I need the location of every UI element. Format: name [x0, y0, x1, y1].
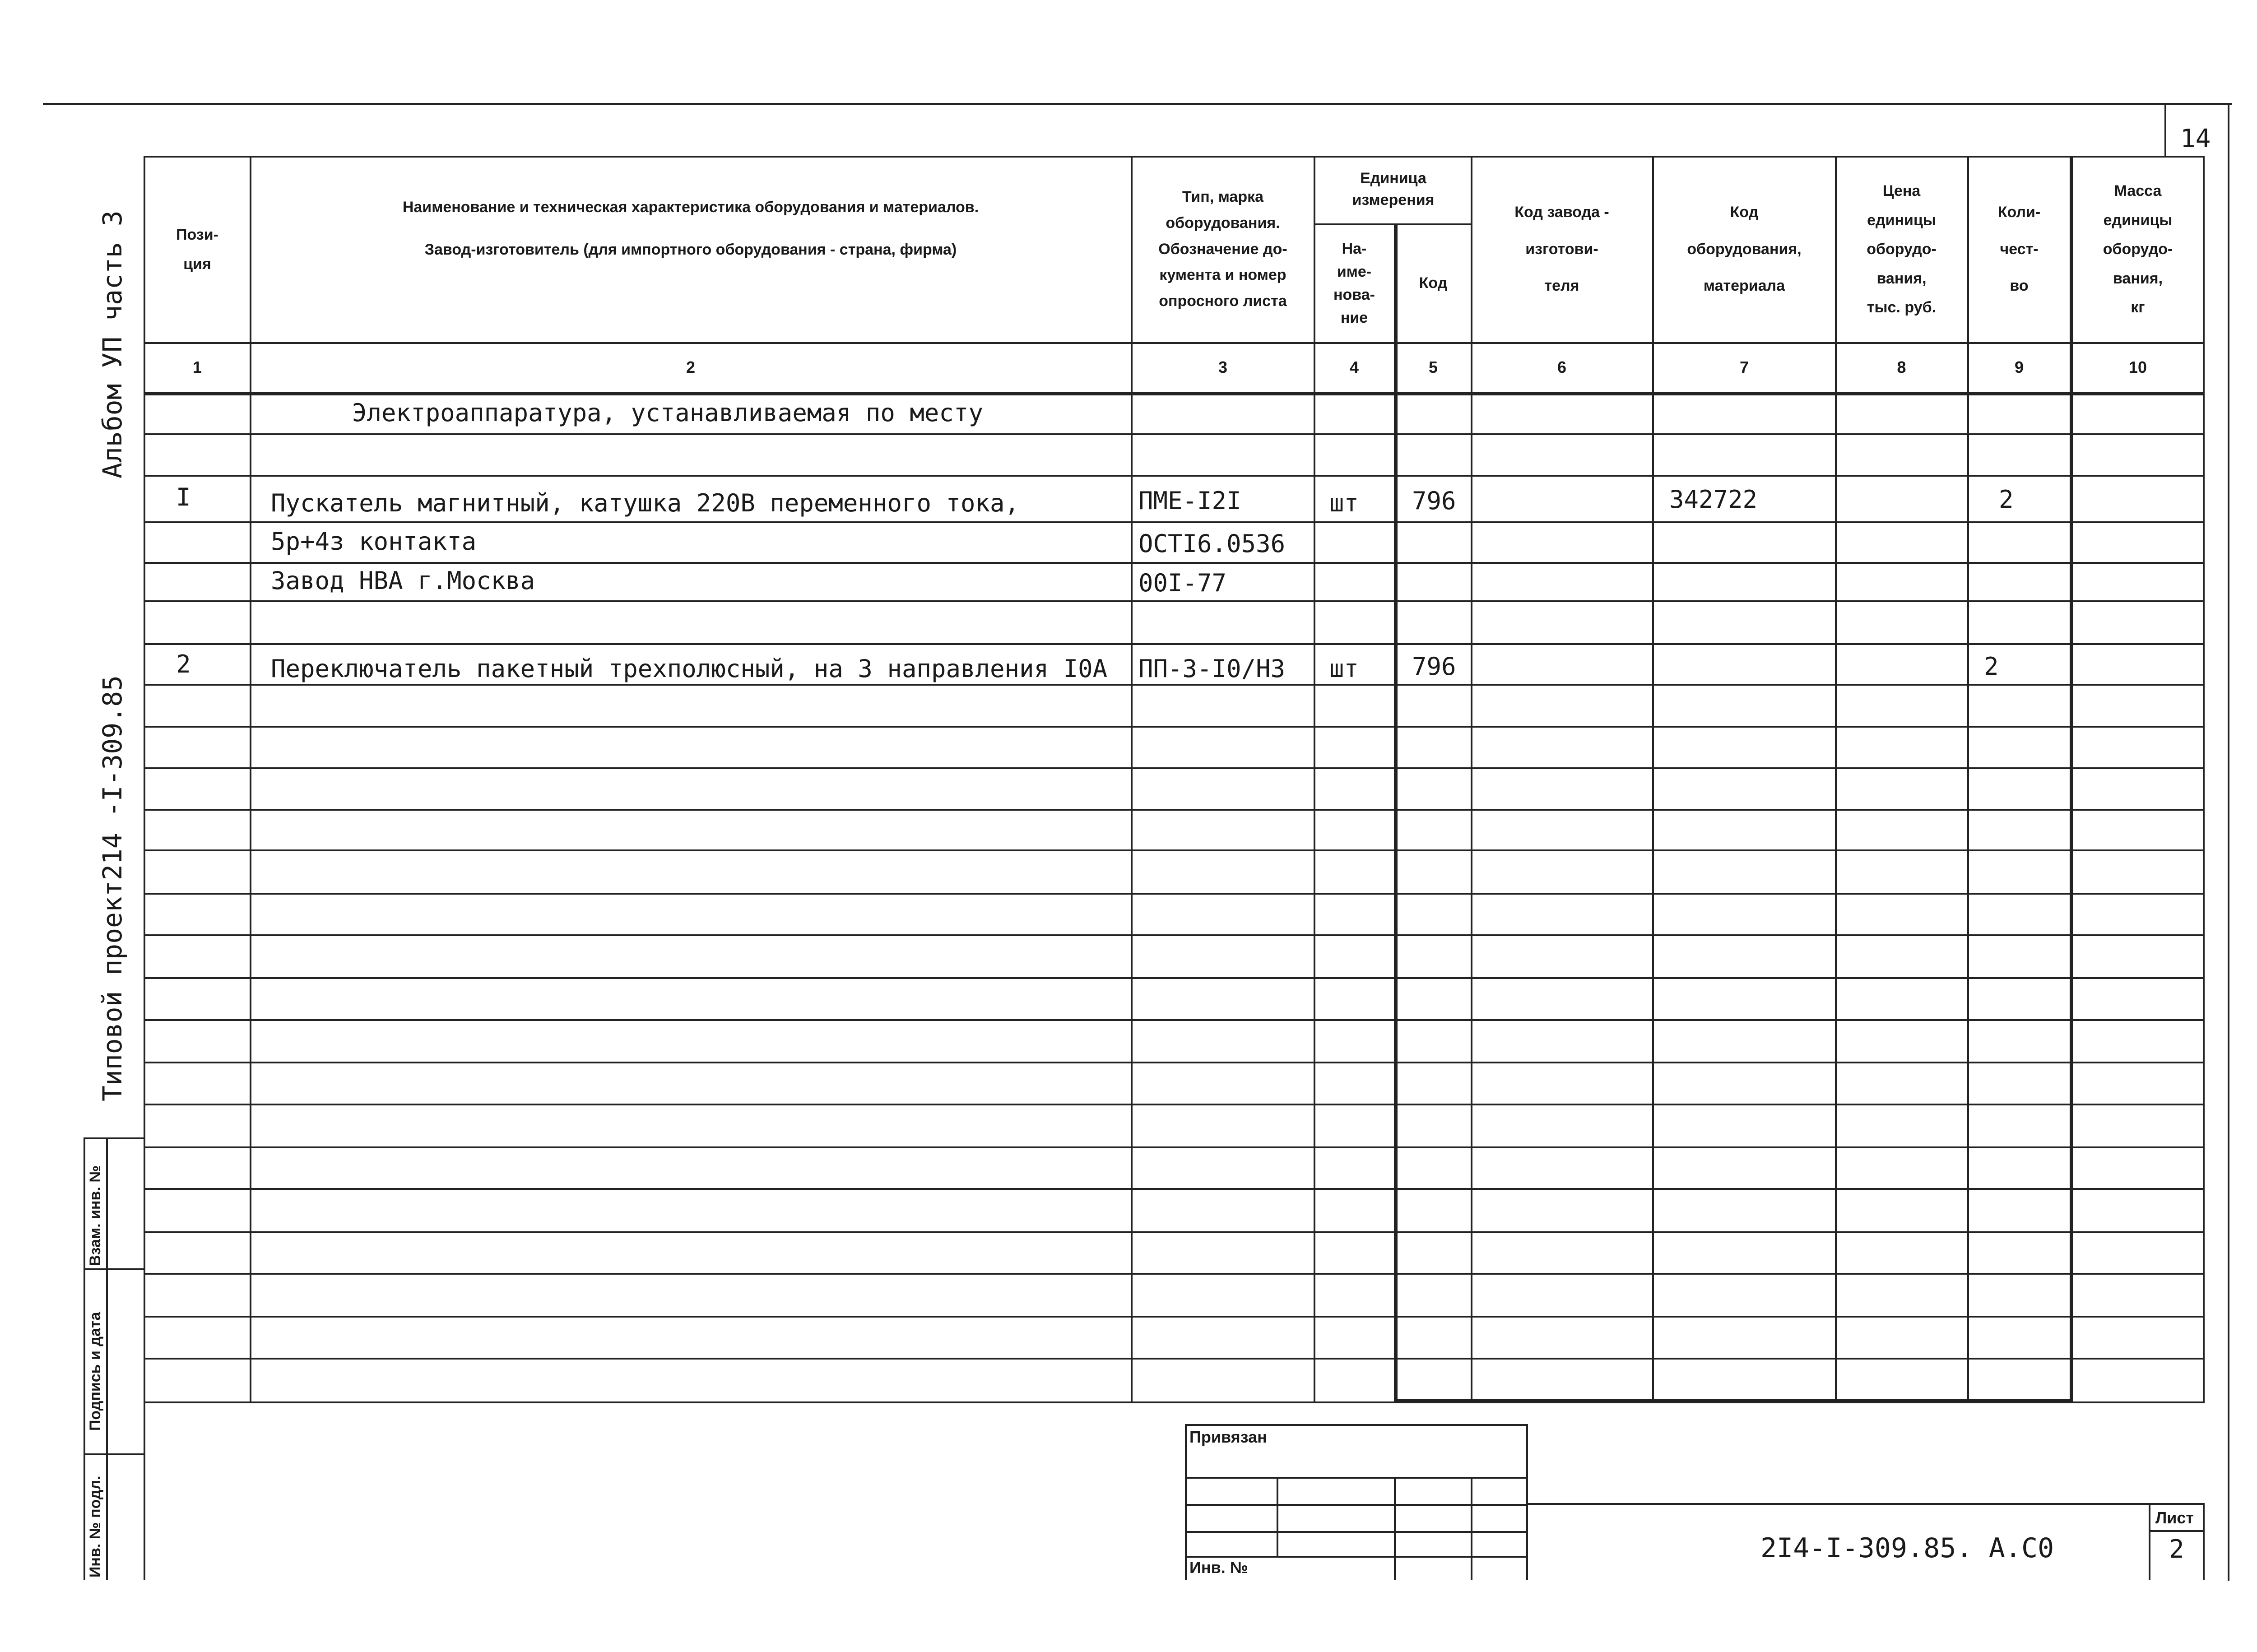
- row-line: [144, 684, 2205, 686]
- header-name-line2: Завод-изготовитель (для импортного оборудования - страна, фирма): [424, 241, 957, 258]
- stamp-strip-top: [84, 1137, 145, 1139]
- item-type-line: 00I-77: [1138, 569, 1227, 597]
- privyazan-box-top: [1185, 1424, 1528, 1426]
- header-type: Тип, марка оборудования. Обозначение до- кумента и номер опросного листа: [1158, 188, 1287, 310]
- row-line: [144, 1188, 2205, 1190]
- stamp-strip-div1: [84, 1268, 145, 1270]
- row-line: [144, 1062, 2205, 1063]
- colnum-4: 4: [1349, 358, 1359, 376]
- item-name-line: Завод НВА г.Москва: [271, 566, 535, 595]
- stamp-strip-left: [84, 1137, 85, 1580]
- row-line: [144, 643, 2205, 645]
- colnum-5: 5: [1428, 358, 1438, 376]
- privyazan-inner-v1: [1277, 1477, 1278, 1556]
- item-type-line: ПП-3-I0/Н3: [1138, 654, 1286, 683]
- row-line: [144, 1019, 2205, 1021]
- sheet-cell-left: [2149, 1503, 2150, 1580]
- unit-group-divider: [1314, 223, 1472, 225]
- item-type-line: ОСТI6.0536: [1138, 529, 1286, 558]
- privyazan-inner-v2: [1394, 1477, 1396, 1580]
- privyazan-inner-v3: [1471, 1477, 1472, 1580]
- sheet-number-top: 14: [2180, 124, 2211, 153]
- row-line: [144, 600, 2205, 602]
- inv-podl-label: Инв. № подл.: [87, 1476, 104, 1578]
- row-line: [144, 767, 2205, 769]
- privyazan-label: Привязан: [1189, 1428, 1267, 1446]
- item-unit-name: шт: [1329, 489, 1359, 517]
- stamp-strip-mid: [106, 1137, 108, 1580]
- row-line: [144, 726, 2205, 728]
- colnum-bottom: [144, 392, 2205, 395]
- album-text: Альбом УП часть 3: [97, 210, 128, 478]
- header-equipment-code: Код оборудования, материала: [1687, 204, 1802, 295]
- header-unit-name: На- име- нова- ние: [1333, 240, 1375, 326]
- header-mass: Масса единицы оборудо- вания, кг: [2103, 182, 2173, 316]
- colnum-3: 3: [1218, 358, 1228, 376]
- item-quantity: 2: [1984, 652, 1999, 681]
- header-factory-code: Код завода - изготови- теля: [1514, 204, 1609, 295]
- row-line: [144, 1146, 2205, 1148]
- privyazan-box-line2: [1185, 1504, 1528, 1506]
- project-type-text: Типовой проект: [97, 881, 128, 1101]
- row-line: [144, 475, 2205, 477]
- document-code: 2I4-I-309.85. А.С0: [1760, 1532, 2054, 1564]
- sheet-label: Лист: [2155, 1508, 2194, 1527]
- header-unit-code: Код: [1419, 274, 1448, 292]
- item-name-line: Пускатель магнитный, катушка 220В переменного тока,: [271, 489, 1020, 517]
- item-position: I: [176, 483, 191, 511]
- project-code-text: 214 -I-309.85: [97, 675, 128, 880]
- row-line: [144, 1231, 2205, 1233]
- sheet-cell-right: [2203, 1503, 2205, 1580]
- privyazan-box-line1: [1185, 1477, 1528, 1479]
- header-unit-group: Единица измерения: [1352, 170, 1435, 209]
- row-line: [144, 562, 2205, 564]
- item-name-line: Переключатель пакетный трехполюсный, на 3 направления I0А: [271, 654, 1108, 683]
- sheet-number: 2: [2169, 1535, 2184, 1564]
- inv-no-label: Инв. №: [1189, 1558, 1248, 1577]
- sheet-box-right: [2228, 105, 2229, 1581]
- vzam-inv-label: Взам. инв. №: [87, 1165, 104, 1266]
- row-line: [144, 849, 2205, 851]
- row-line: [144, 1104, 2205, 1105]
- row-line: [144, 809, 2205, 811]
- item-unit-code: 796: [1412, 652, 1456, 681]
- item-type-line: ПМЕ-I2I: [1138, 487, 1241, 515]
- colnum-8: 8: [1897, 358, 1906, 376]
- header-quantity: Коли- чест- во: [1997, 204, 2041, 295]
- sheet-cell-divider: [2149, 1530, 2205, 1532]
- item-name-line: 5р+4з контакта: [271, 527, 477, 556]
- colnum-2: 2: [686, 358, 696, 376]
- colnum-6: 6: [1557, 358, 1567, 376]
- header-name: [253, 199, 1128, 259]
- item-equipment-code: 342722: [1669, 485, 1758, 514]
- colnum-7: 7: [1739, 358, 1749, 376]
- row-line: [144, 977, 2205, 979]
- privyazan-box-line3: [1185, 1531, 1528, 1533]
- item-unit-code: 796: [1412, 487, 1456, 515]
- section-title: Электроаппаратура, устанавливаемая по месту: [352, 399, 983, 427]
- row-line: [144, 893, 2205, 895]
- header-position: Пози- ция: [176, 226, 218, 273]
- colnum-10: 10: [2128, 358, 2147, 376]
- doc-code-top: [1526, 1503, 2203, 1505]
- header-price: Цена единицы оборудо- вания, тыс. руб.: [1867, 182, 1937, 316]
- item-position: 2: [176, 650, 191, 678]
- row-line: [144, 1358, 2205, 1360]
- col4-divider: [1394, 223, 1398, 1401]
- table-bottom: [144, 1401, 2205, 1403]
- stamp-strip-div2: [84, 1453, 145, 1455]
- colnum-9: 9: [2014, 358, 2024, 376]
- header-name-line1: Наименование и техническая характеристика оборудования и материалов.: [402, 199, 979, 216]
- top-frame-line: [43, 103, 2232, 105]
- row-line: [144, 1273, 2205, 1275]
- table-top-border: [144, 156, 2205, 158]
- podpis-data-label: Подпись и дата: [87, 1312, 104, 1431]
- item-unit-name: шт: [1329, 654, 1359, 683]
- row-line: [144, 521, 2205, 523]
- item-quantity: 2: [1999, 485, 2014, 514]
- row-line: [144, 934, 2205, 936]
- row-line: [144, 1316, 2205, 1318]
- row-line: [144, 433, 2205, 435]
- sheet-box-left: [2164, 105, 2166, 157]
- colnum-1: 1: [192, 358, 202, 376]
- privyazan-box-line4: [1185, 1556, 1528, 1558]
